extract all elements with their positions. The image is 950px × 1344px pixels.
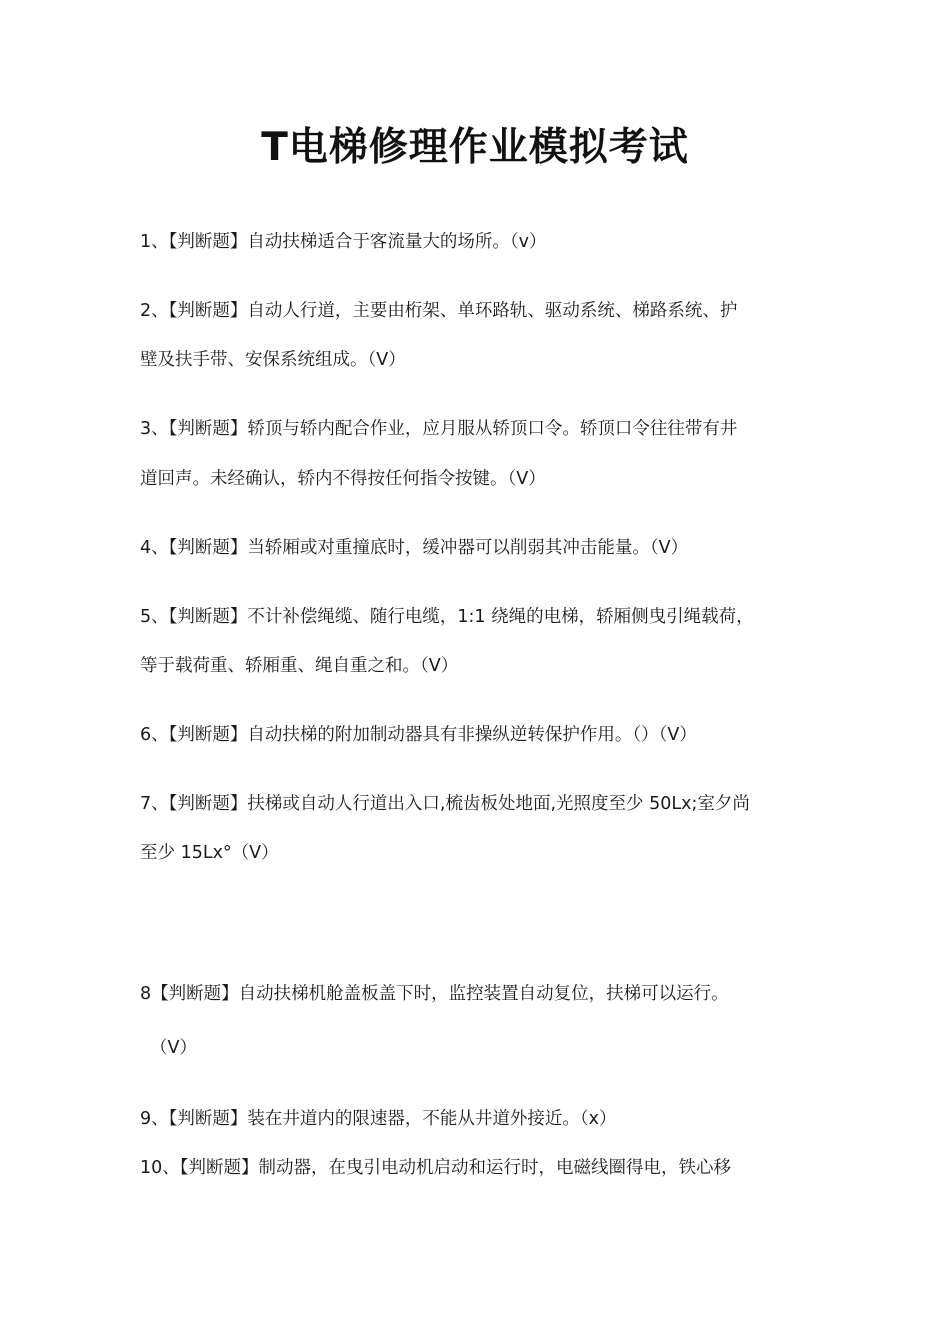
question-10-line-1: 10、【判断题】制动器，在曳引电动机启动和运行时，电磁线圈得电，铁心移 [140, 1158, 732, 1178]
question-7-line-2: 至少 15Lx°（V） [140, 843, 279, 863]
question-9-line-1: 9、【判断题】装在井道内的限速器，不能从井道外接近。（x） [140, 1109, 617, 1129]
question-4-line-1: 4、【判断题】当轿厢或对重撞底时，缓冲器可以削弱其冲击能量。（V） [140, 538, 689, 558]
question-7-line-1: 7、【判断题】扶梯或自动人行道出入口,梳齿板处地面,光照度至少 50Lx;室夕尚 [140, 794, 750, 814]
question-8-line-1: 8【判断题】自动扶梯机舱盖板盖下时，监控装置自动复位，扶梯可以运行。 [140, 984, 729, 1004]
question-5-line-1: 5、【判断题】不计补偿绳缆、随行电缆，1:1 绕绳的电梯，轿厢侧曳引绳载荷， [140, 607, 754, 627]
question-1-line-1: 1、【判断题】自动扶梯适合于客流量大的场所。（v） [140, 232, 547, 252]
question-6-line-1: 6、【判断题】自动扶梯的附加制动器具有非操纵逆转保护作用。（）（V） [140, 725, 697, 745]
page-title: T电梯修理作业模拟考试 [261, 125, 689, 170]
question-8-line-2: （V） [150, 1038, 197, 1058]
question-2-line-2: 壁及扶手带、安保系统组成。（V） [140, 350, 406, 370]
question-3-line-2: 道回声。未经确认，轿内不得按任何指令按键。（V） [140, 469, 546, 489]
question-5-line-2: 等于载荷重、轿厢重、绳自重之和。（V） [140, 656, 459, 676]
question-3-line-1: 3、【判断题】轿顶与轿内配合作业，应月服从轿顶口令。轿顶口令往往带有井 [140, 419, 738, 439]
question-2-line-1: 2、【判断题】自动人行道，主要由桁架、单环路轨、驱动系统、梯路系统、护 [140, 301, 738, 321]
